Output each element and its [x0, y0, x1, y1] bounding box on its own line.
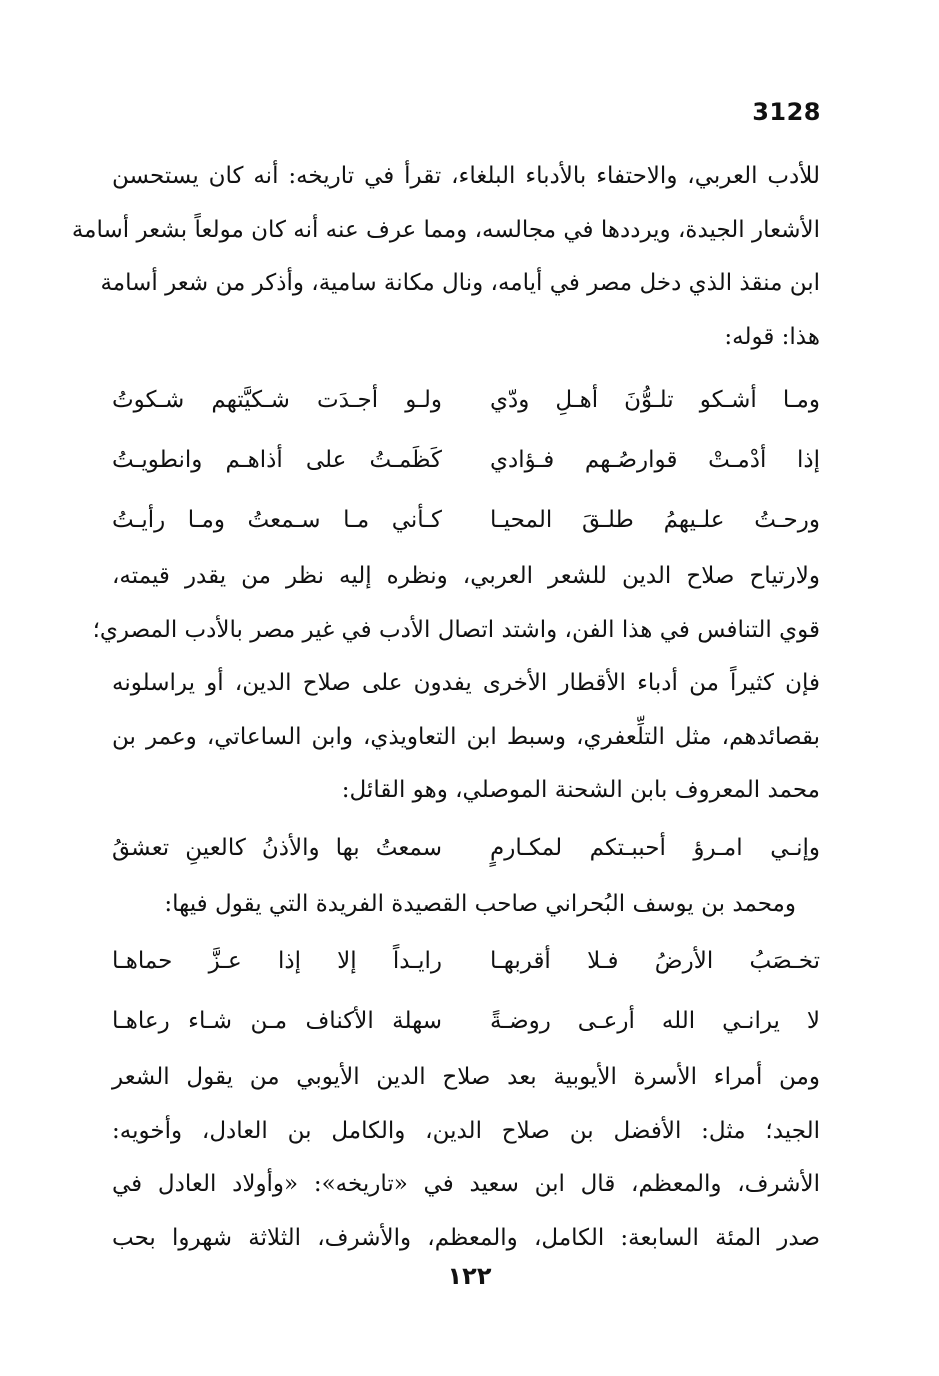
- text-line: بقصائدهم، مثل التلِّعفري، وسبط ابن التعاويذي، وابن الساعاتي، وعمر بن: [112, 723, 820, 750]
- poem-usama: [112, 370, 820, 550]
- paragraph-2: [92, 550, 820, 818]
- verse-first-hemistich: وإنـي امـرؤ أحببـتكم لمكـارمٍ: [490, 834, 820, 861]
- verse-first-hemistich: ومـا أشـكو تلـوُّنَ أهـلِ ودّي: [490, 387, 820, 413]
- verse-second-hemistich: سهلة الأكناف مـن شـاء رعاهـا: [112, 1008, 442, 1034]
- text-line: ومن أمراء الأسرة الأيوبية بعد صلاح الدين الأيوبي من يقول الشعر: [112, 1064, 820, 1090]
- page-body: [71, 150, 820, 1265]
- verse-second-hemistich: رايـداً إلا إذا عـزَّ حماهـا: [112, 948, 442, 974]
- verse: [112, 490, 820, 550]
- paragraph-3: [112, 878, 820, 932]
- text-line: هذا: قوله:: [724, 323, 820, 350]
- verse-first-hemistich: ورحـتُ علـيهمُ طلـقَ المحيـا: [490, 507, 820, 533]
- verse-first-hemistich: تخـصَبُ الأرضُ فـلا أقربهـا: [490, 948, 820, 974]
- page-number-bottom: ١٢٢: [447, 1262, 492, 1290]
- text-line: ولارتياح صلاح الدين للشعر العربي، ونظره إليه نظر من يقدر قيمته،: [112, 563, 820, 589]
- page-number-top: 3128: [752, 98, 821, 126]
- verse-second-hemistich: ولـو أجـدَت شـكيَّتهم شـكوتُ: [112, 387, 442, 413]
- text-line: للأدب العربي، والاحتفاء بالأدباء البلغاء، تقرأ في تاريخه: أنه كان يستحسن: [112, 163, 820, 189]
- text-line: الأشرف، والمعظم، قال ابن سعيد في «تاريخه»: «وأولاد العادل في: [112, 1171, 820, 1197]
- text-line: فإن كثيراً من أدباء الأقطار الأخرى يفدون على صلاح الدين، أو يراسلونه: [112, 670, 820, 696]
- text-line: قوي التنافس في هذا الفن، واشتد اتصال الأدب في غير مصر بالأدب المصري؛: [92, 616, 820, 643]
- verse: [112, 931, 820, 991]
- text-line: محمد المعروف بابن الشحنة الموصلي، وهو القائل:: [341, 777, 820, 803]
- verse: [112, 991, 820, 1051]
- text-line: ابن منقذ الذي دخل مصر في أيامه، ونال مكانة سامية، وأذكر من شعر أسامة: [100, 270, 820, 296]
- verse-first-hemistich: إذا أدْمـتْ قوارصُـهم فـؤادي: [490, 447, 820, 473]
- verse: [112, 430, 820, 490]
- poem-ibn-shihna: [112, 818, 820, 878]
- paragraph-1: [71, 150, 820, 364]
- verse-second-hemistich: كـأني مـا سـمعتُ ومـا رأيـتُ: [112, 507, 442, 533]
- text-line: ومحمد بن يوسف البُحراني صاحب القصيدة الفريدة التي يقول فيها:: [164, 890, 796, 917]
- text-line: الجيد؛ مثل: الأفضل بن صلاح الدين، والكامل بن العادل، وأخويه:: [112, 1117, 820, 1144]
- text-line: صدر المئة السابعة: الكامل، والمعظم، والأشرف، الثلاثة شهروا بحب: [112, 1224, 820, 1251]
- verse-second-hemistich: سمعتُ بها والأذنُ كالعينِ تعشقُ: [112, 834, 442, 861]
- text-line: الأشعار الجيدة، ويرددها في مجالسه، ومما عرف عنه أنه كان مولعاً بشعر أسامة: [71, 216, 820, 243]
- paragraph-4: [112, 1051, 820, 1265]
- verse: [112, 370, 820, 430]
- verse-first-hemistich: لا يرانـي الله أرعـى روضـةً: [490, 1008, 820, 1034]
- verse: [112, 818, 820, 878]
- verse-second-hemistich: كَظَمـتُ على أذاهـم وانطويـتُ: [112, 447, 442, 473]
- poem-bahrani: [112, 931, 820, 1051]
